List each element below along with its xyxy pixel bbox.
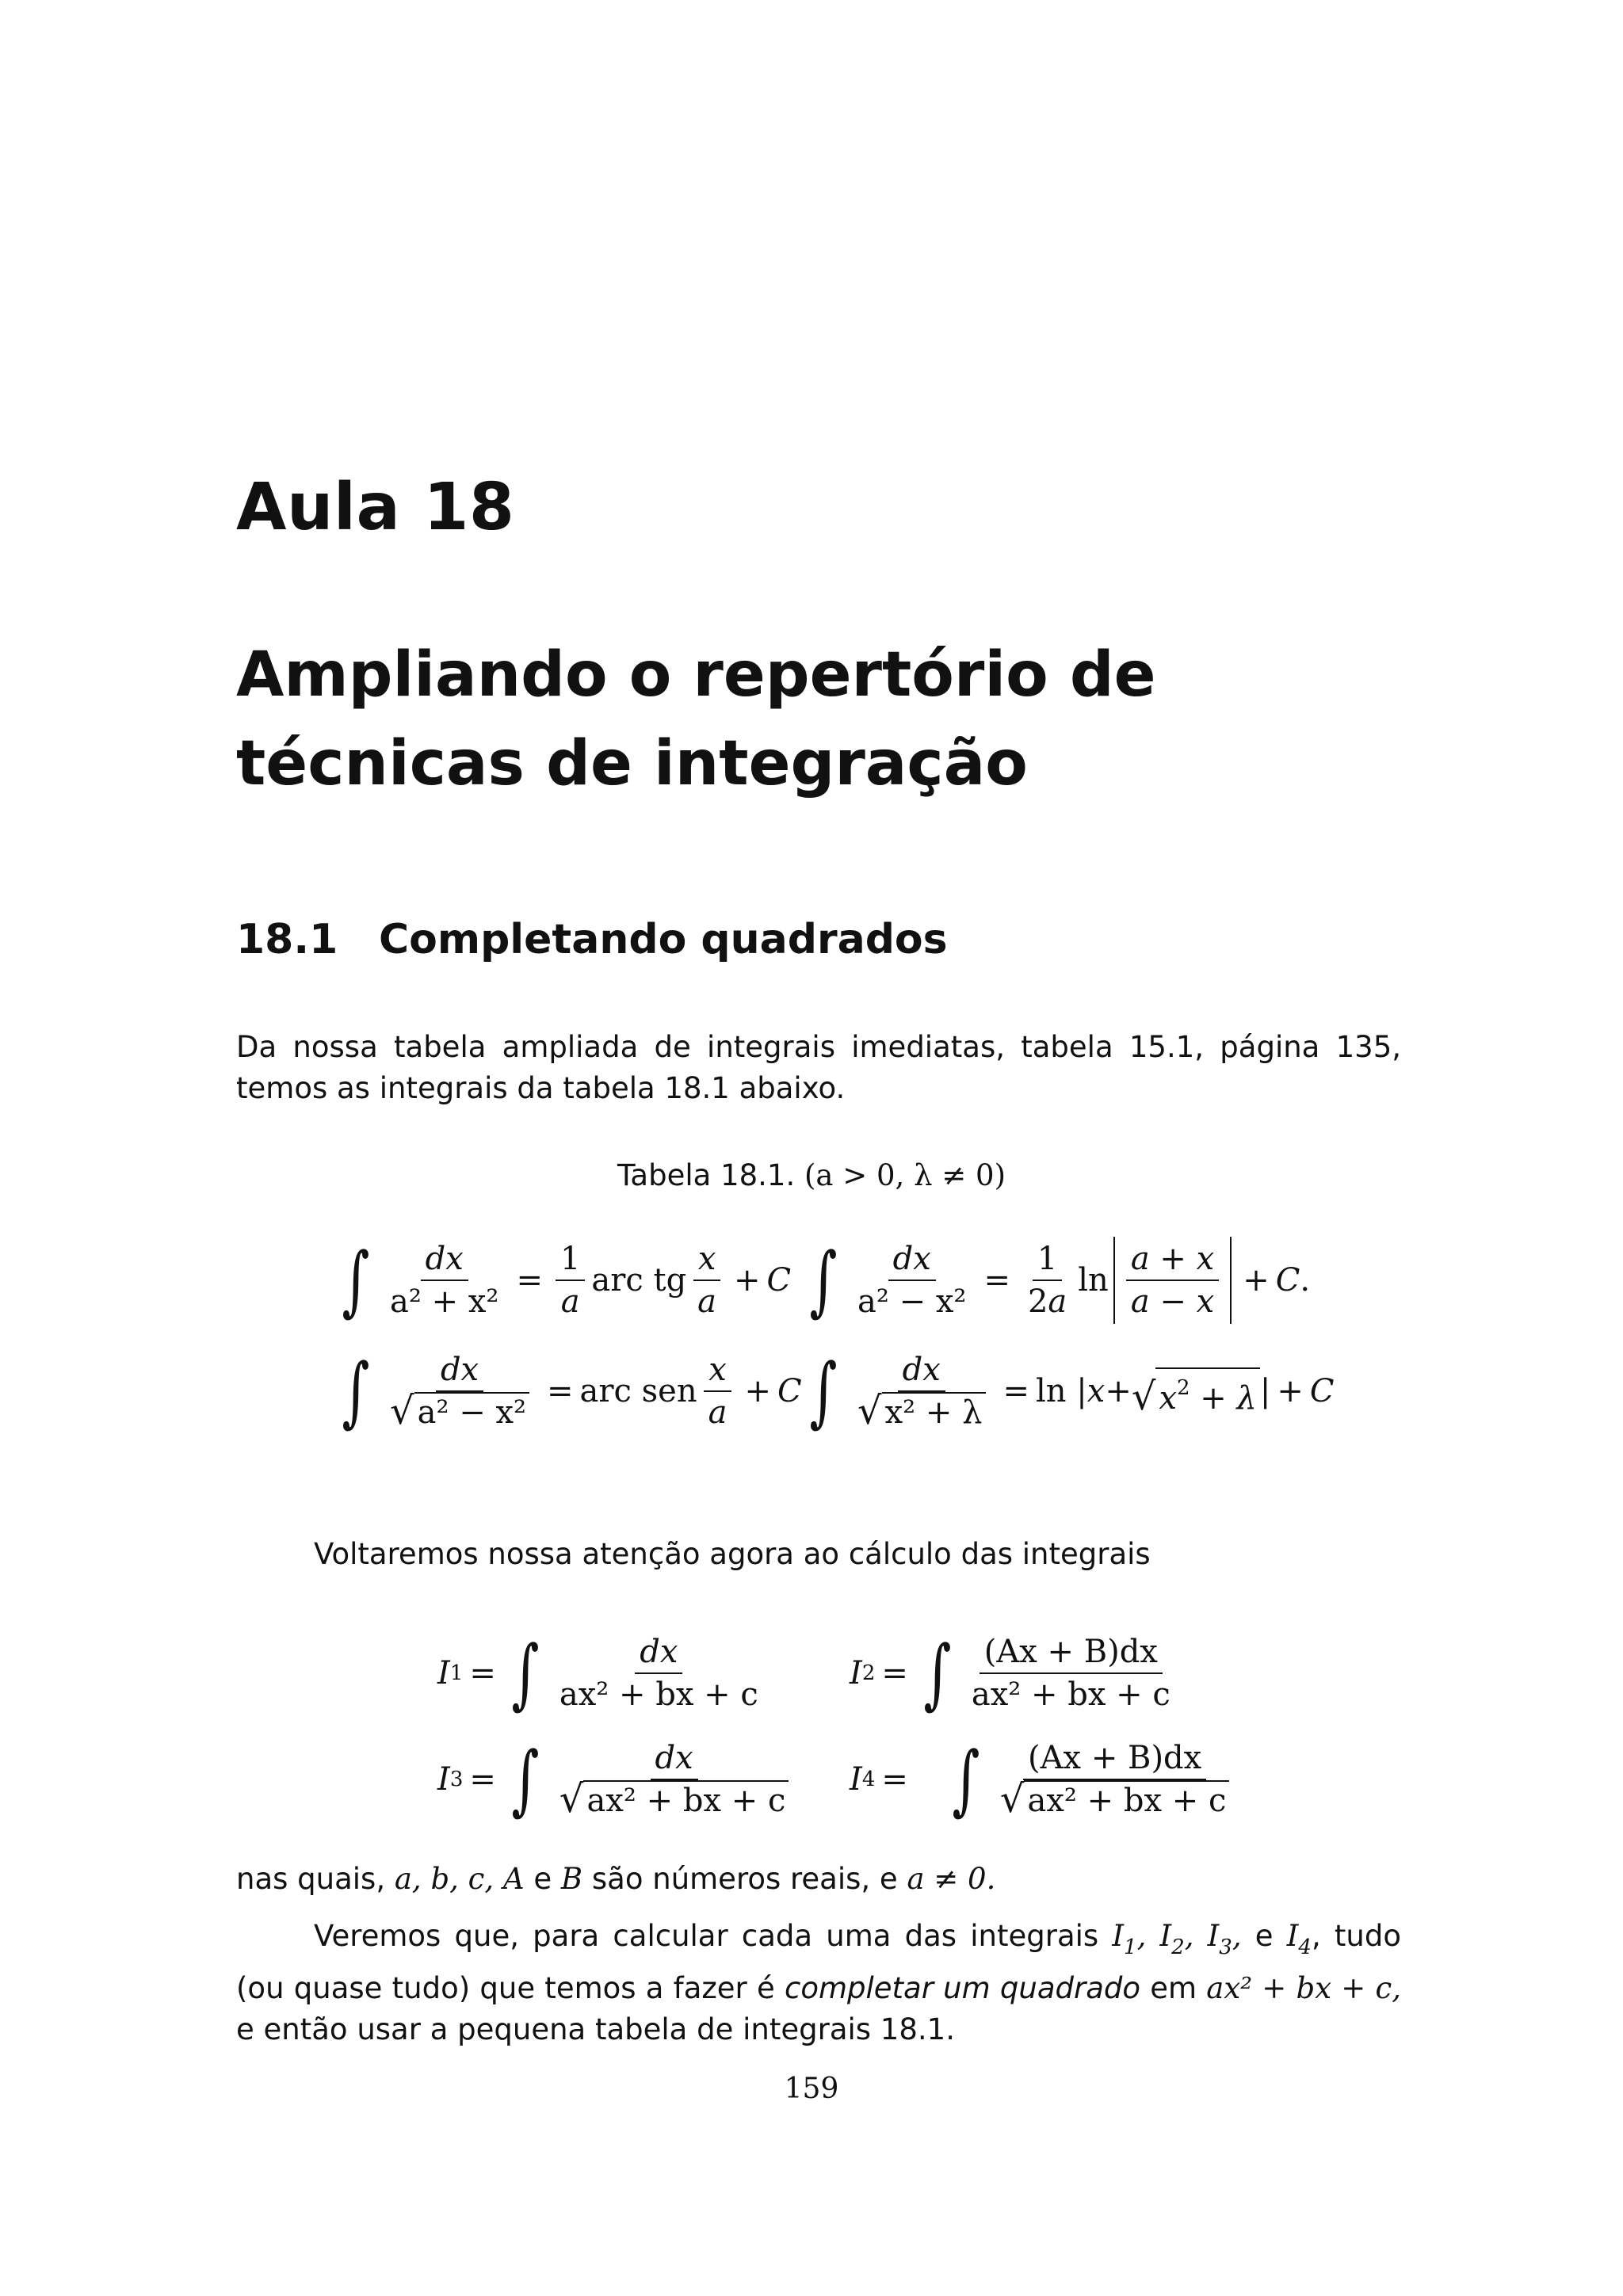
integral-i2-den: ax² + bx + c bbox=[971, 1676, 1170, 1713]
conditions-text: são números reais, e bbox=[591, 1862, 898, 1896]
integral-i2-num: (Ax + B)dx bbox=[980, 1631, 1163, 1674]
method-expression: ax² + bx + c, bbox=[1206, 1971, 1402, 2005]
table-caption-conditions: (a > 0, λ ≠ 0) bbox=[804, 1158, 1006, 1192]
integral-i4-den: ax² + bx + c bbox=[1024, 1780, 1229, 1818]
formula-ln-sqrt-func: ln bbox=[1036, 1373, 1067, 1409]
section-title: Completando quadrados bbox=[379, 916, 948, 963]
method-emphasis: completar um quadrado bbox=[785, 1971, 1141, 2005]
method-part2: tudo (ou quase tudo) que temos a fazer é bbox=[236, 1919, 1401, 2005]
integral-i1: I 1 = ∫ $\frac{dx}{\text{ax² + bx + c}}$ bbox=[437, 1629, 769, 1718]
formula-ln-sqrt-radicand: x² + λ bbox=[882, 1392, 986, 1430]
table-caption bbox=[0, 1158, 1623, 1192]
integral-i3: I 3 = ∫ dx √ ax² + bx + c bbox=[437, 1735, 800, 1824]
method-paragraph: Veremos que, para calcular cada uma das integrais $I_1$, $I_2$, $I_3$, e $I_4$, tudo (ou quase tudo) que temos a fazer é completar um quadrado em ax² + bx + c, e então usar a pequena tabela de integrais 18.1. bbox=[236, 1919, 1402, 2046]
chapter-heading: Aula 18 bbox=[236, 470, 515, 545]
page-number: 159 bbox=[784, 2073, 839, 2105]
integral-i1-den: ax² + bx + c bbox=[559, 1676, 758, 1713]
method-part1: Veremos que, para calcular cada uma das integrais bbox=[314, 1919, 1099, 1953]
formula-ln-sqrt: ∫ dx √ x² + λ = ln | x + √ $x^2 + \lambda$ | + C bbox=[809, 1347, 1335, 1436]
formula-arctg-func: arc tg bbox=[591, 1262, 687, 1299]
intro-paragraph: Da nossa tabela ampliada de integrais imediatas, tabela 15.1, página 135, temos as integrais da tabela 18.1 abaixo. bbox=[236, 1030, 1401, 1105]
table-caption-label: Tabela 18.1. bbox=[617, 1158, 796, 1192]
formula-arctg: ∫ $\frac{dx}{\text{a² + x²}}$ = $\frac{1}{a}$ arc tg $\frac{x}{a}$ + C bbox=[342, 1236, 792, 1325]
integral-i4: I 4 = ∫ (Ax + B)dx √ ax² + bx + c bbox=[850, 1735, 1240, 1824]
formula-ln-func: ln bbox=[1078, 1262, 1109, 1299]
integrals-intro: Voltaremos nossa atenção agora ao cálculo das integrais bbox=[314, 1537, 1151, 1571]
section-heading bbox=[236, 916, 948, 963]
integral-i4-num: (Ax + B)dx bbox=[1023, 1737, 1206, 1780]
conditions-mid: e bbox=[533, 1862, 552, 1896]
formula-arctg-den: a² + x² bbox=[390, 1283, 499, 1320]
conditions-paragraph bbox=[236, 1859, 1401, 1900]
conditions-vars: a, b, c, A bbox=[394, 1862, 525, 1896]
formula-arcsen-func: arc sen bbox=[579, 1373, 697, 1409]
formula-arcsen: ∫ dx √ a² − x² = arc sen $\frac{x}{a}$ + C bbox=[342, 1347, 802, 1436]
chapter-title: Ampliando o repertório de técnicas de integração bbox=[236, 639, 1156, 799]
formula-ln-fraction: ∫ $\frac{dx}{\text{a² − x²}}$ = $\frac{1}{2a}$ ln $\frac{a + x}{a - x}$ + C . bbox=[809, 1236, 1311, 1325]
integral-i2: I 2 = ∫ $\frac{(Ax + B)dx}{\text{ax² + bx + c}}$ bbox=[850, 1629, 1182, 1718]
conditions-cond: a ≠ 0. bbox=[907, 1862, 996, 1896]
method-part3: em bbox=[1150, 1971, 1197, 2005]
conditions-prefix: nas quais, bbox=[236, 1862, 386, 1896]
method-part4: e então usar a pequena tabela de integrais 18.1. bbox=[236, 2012, 955, 2046]
section-number: 18.1 bbox=[236, 916, 338, 963]
integral-i3-den: ax² + bx + c bbox=[583, 1780, 789, 1818]
conditions-var-b: B bbox=[560, 1862, 583, 1896]
formula-ln-fraction-den: a² − x² bbox=[857, 1283, 967, 1320]
formula-arcsen-radicand: a² − x² bbox=[414, 1392, 529, 1430]
